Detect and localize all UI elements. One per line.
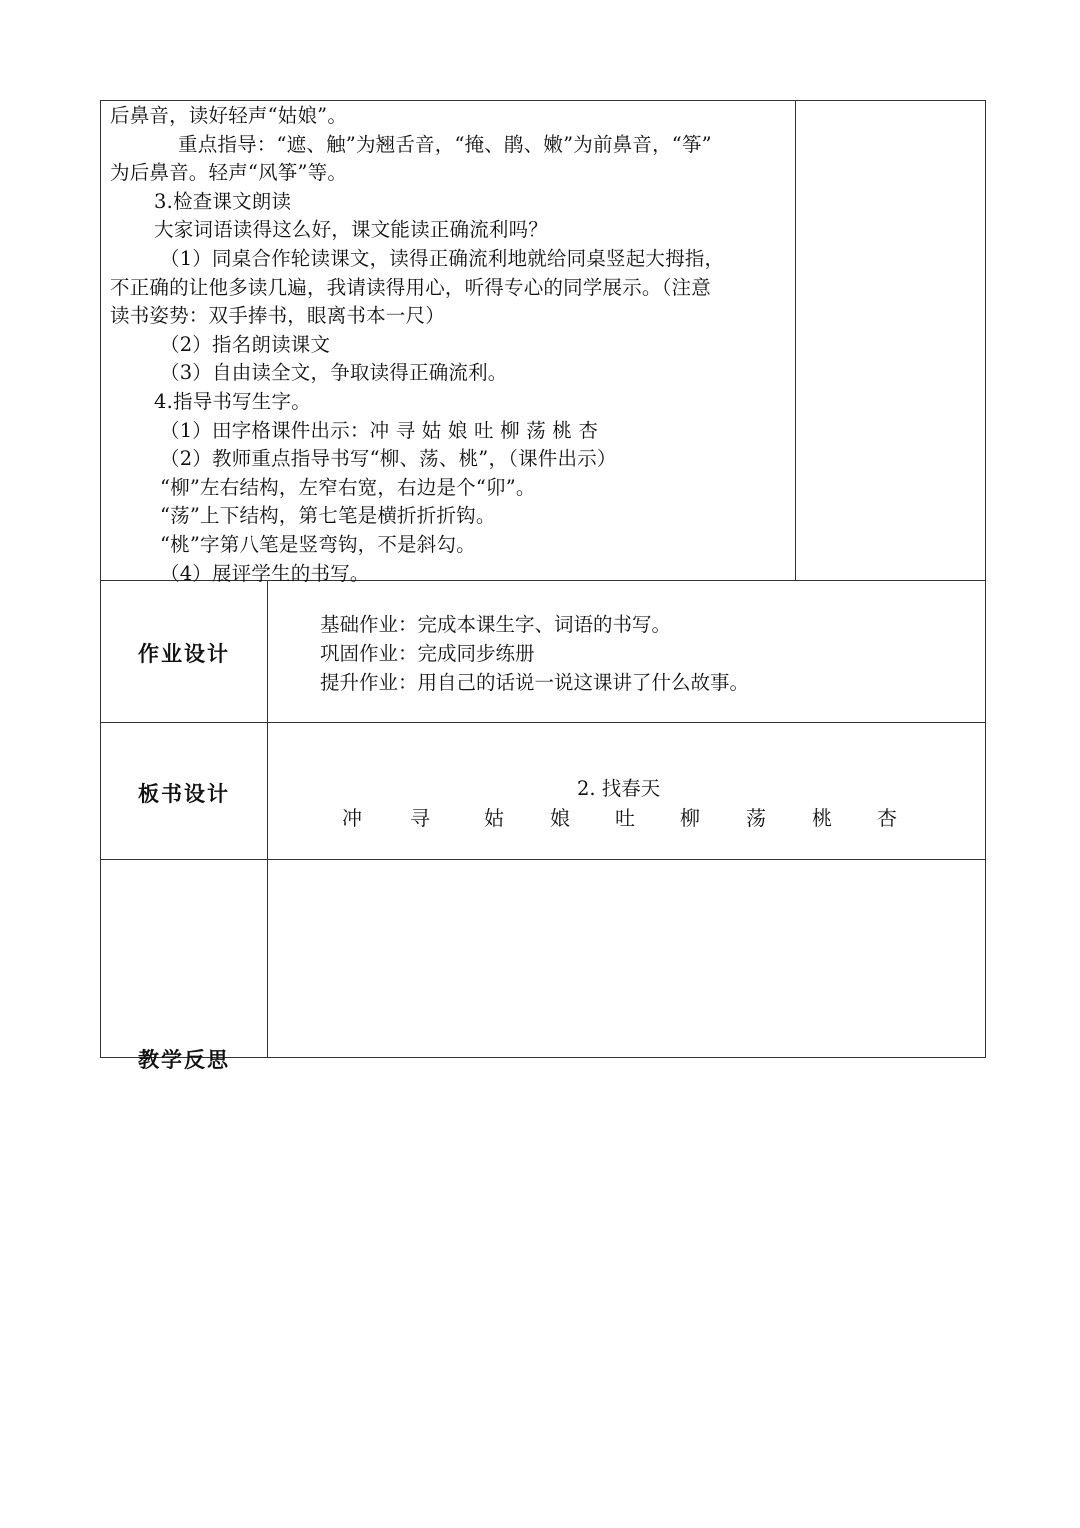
- step-line: 读书姿势：双手捧书，眼离书本一尺）: [110, 304, 445, 328]
- step-line: （1）田字格课件出示：冲 寻 姑 娘 吐 柳 荡 桃 杏: [160, 418, 599, 442]
- table-inner-column-notes: [795, 100, 796, 581]
- board-char: 冲: [342, 806, 362, 830]
- board-char: 荡: [746, 806, 766, 830]
- board-char: 柳: [680, 806, 700, 830]
- homework-line: 提升作业：用自己的话说一说这课讲了什么故事。: [320, 671, 750, 694]
- step-line: “荡”上下结构，第七笔是横折折折钩。: [160, 504, 496, 528]
- board-char: 娘: [550, 806, 570, 830]
- homework-content: [320, 610, 749, 697]
- step-line: 4.指导书写生字。: [154, 389, 311, 413]
- homework-line: 基础作业：完成本课生字、词语的书写。: [320, 613, 672, 636]
- step-line: （1）同桌合作轮读课文，读得正确流利地就给同桌竖起大拇指，: [160, 246, 725, 270]
- board-title: 2. 找春天: [577, 777, 661, 800]
- board-label: 板书设计: [138, 782, 230, 806]
- step-line: （3）自由读全文，争取读得正确流利。: [160, 361, 508, 385]
- table-border-right: [985, 100, 986, 1058]
- step-line: 重点指导：“遮、触”为翘舌音，“掩、鹃、嫩”为前鼻音，“筝”: [178, 132, 712, 156]
- reflection-label: 教学反思: [138, 1048, 230, 1072]
- step-line: （2）教师重点指导书写“柳、荡、桃”，（课件出示）: [160, 447, 617, 471]
- table-border-top: [100, 100, 986, 101]
- step-line: “桃”字第八笔是竖弯钩，不是斜勾。: [160, 532, 476, 556]
- table-border-left: [100, 100, 101, 1058]
- step-line: （2）指名朗读课文: [160, 332, 331, 356]
- step-line: 不正确的让他多读几遍，我请读得用心，听得专心的同学展示。（注意: [110, 275, 711, 299]
- homework-line: 巩固作业：完成同步练册: [320, 642, 535, 665]
- board-char: 姑: [484, 806, 504, 830]
- table-label-column-divider: [267, 580, 268, 1058]
- board-char: 寻: [410, 806, 430, 830]
- step-line: “柳”左右结构，左窄右宽，右边是个“卯”。: [160, 475, 536, 499]
- step-line: 为后鼻音。轻声“风筝”等。: [110, 161, 348, 185]
- board-char: 杏: [877, 806, 897, 830]
- step-line: 3.检查课文朗读: [154, 189, 292, 213]
- board-char: 吐: [615, 806, 635, 830]
- step-line: 大家词语读得这么好，课文能读正确流利吗？: [154, 218, 549, 242]
- step-line: 后鼻音，读好轻声“姑娘”。: [110, 104, 348, 127]
- table-divider-reflection: [100, 859, 986, 860]
- lesson-steps: [110, 102, 790, 588]
- reflection-content: [280, 870, 970, 1050]
- table-divider-board: [100, 722, 986, 723]
- board-char: 桃: [812, 806, 832, 830]
- step-line: （4）展评学生的书写。: [160, 561, 370, 585]
- homework-label: 作业设计: [138, 642, 230, 666]
